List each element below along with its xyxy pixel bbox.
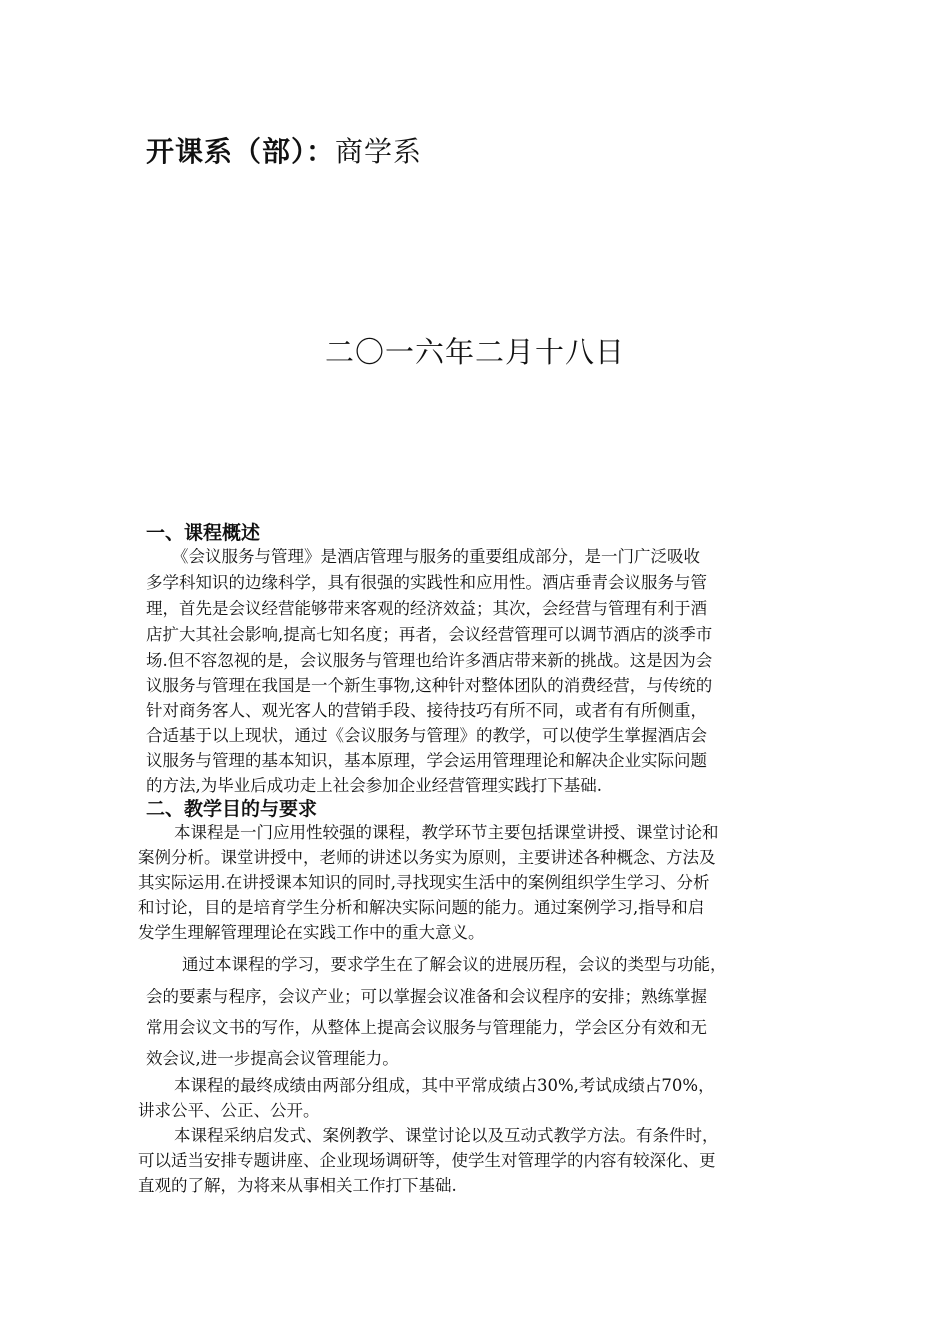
text-line: 通过本课程的学习，要求学生在了解会议的进展历程，会议的类型与功能， [182, 955, 727, 974]
text-line: 本课程采纳启发式、案例教学、课堂讨论以及互动式教学方法。有条件时， [174, 1126, 719, 1145]
department-label: 开课系（部）： [146, 135, 336, 168]
text-line: 合适基于以上现状，通过《会议服务与管理》的教学，可以使学生掌握酒店会 [146, 726, 707, 745]
text-line: 和讨论，目的是培育学生分析和解决实际问题的能力。通过案例学习,指导和启 [138, 898, 705, 917]
text-line: 场.但不容忽视的是，会议服务与管理也给许多酒店带来新的挑战。这是因为会 [146, 651, 713, 670]
text-line: 多学科知识的边缘科学，具有很强的实践性和应用性。酒店垂青会议服务与管 [146, 573, 707, 592]
department-value: 商学系 [335, 135, 423, 168]
text-line: 案例分析。课堂讲授中，老师的讲述以务实为原则，主要讲述各种概念、方法及 [138, 848, 716, 867]
section-title-objectives: 二、教学目的与要求 [146, 798, 318, 820]
text-line: 《会议服务与管理》是酒店管理与服务的重要组成部分，是一门广泛吸收 [172, 547, 700, 566]
document-date: 二〇一六年二月十八日 [324, 335, 625, 369]
text-line: 会的要素与程序，会议产业；可以掌握会议准备和会议程序的安排；熟练掌握 [146, 987, 707, 1006]
text-line: 发学生理解管理理论在实践工作中的重大意义。 [138, 923, 485, 942]
text-line: 理，首先是会议经营能够带来客观的经济效益；其次，会经营与管理有利于酒 [146, 599, 707, 618]
text-line: 议服务与管理在我国是一个新生事物,这种针对整体团队的消费经营，与传统的 [146, 676, 713, 695]
text-line: 效会议,进一步提高会议管理能力。 [146, 1049, 399, 1068]
text-line: 议服务与管理的基本知识，基本原理，学会运用管理理论和解决企业实际问题 [146, 751, 707, 770]
text-line: 店扩大其社会影响,提高七知名度；再者，会议经营管理可以调节酒店的淡季市 [146, 625, 713, 644]
text-line: 直观的了解，为将来从事相关工作打下基础. [138, 1176, 457, 1195]
text-line: 可以适当安排专题讲座、企业现场调研等，使学生对管理学的内容有较深化、更 [138, 1151, 716, 1170]
text-line: 针对商务客人、观光客人的营销手段、接待技巧有所不同，或者有有所侧重， [146, 701, 707, 720]
department-line [146, 130, 422, 170]
text-line: 其实际运用.在讲授课本知识的同时,寻找现实生活中的案例组织学生学习、分析 [138, 873, 710, 892]
text-line: 常用会议文书的写作，从整体上提高会议服务与管理能力，学会区分有效和无 [146, 1018, 707, 1037]
text-line: 讲求公平、公正、公开。 [138, 1101, 320, 1120]
text-line: 的方法,为毕业后成功走上社会参加企业经营管理实践打下基础. [146, 776, 602, 795]
text-line: 本课程是一门应用性较强的课程，教学环节主要包括课堂讲授、课堂讨论和 [174, 823, 719, 842]
text-line: 本课程的最终成绩由两部分组成，其中平常成绩占30%,考试成绩占70%， [174, 1076, 715, 1095]
section-title-overview: 一、课程概述 [146, 522, 261, 544]
